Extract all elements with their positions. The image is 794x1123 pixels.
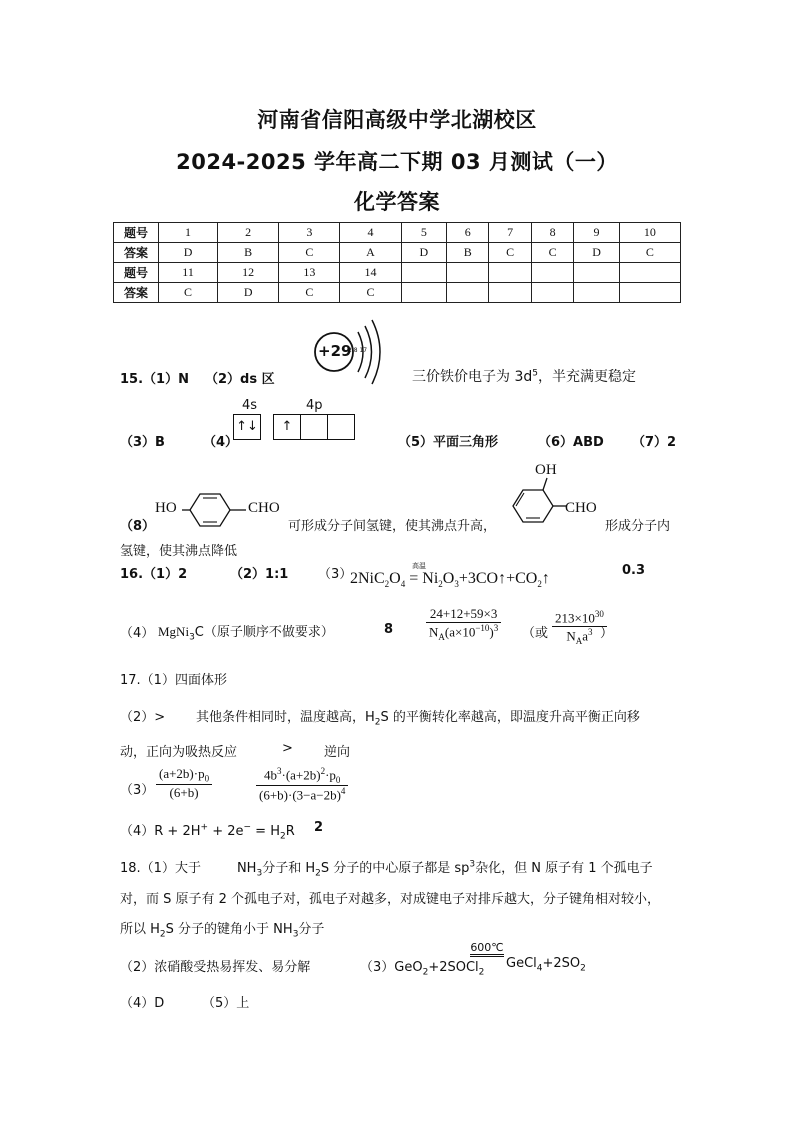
q16-close-paren: ） xyxy=(600,626,614,641)
orbital-4p-box-2 xyxy=(300,414,328,440)
table-cell: D xyxy=(218,283,279,303)
q15-part4: （4） xyxy=(203,435,239,450)
table-cell: C xyxy=(619,243,680,263)
q17-part2-reason: 其他条件相同时，温度越高，$H_2S$ 的平衡转化率越高，即温度升高平衡正向移 xyxy=(196,710,640,728)
q16-formula: MgNi$_3$C（原子顺序不做要求） xyxy=(158,624,334,643)
q15-text-end: 形成分子内 xyxy=(605,519,671,534)
cho-label-para: CHO xyxy=(248,500,280,516)
table-cell: 8 xyxy=(531,223,573,243)
table-cell: B xyxy=(447,243,489,263)
table-cell: 9 xyxy=(574,223,620,243)
table-row xyxy=(114,243,681,263)
row-header: 答案 xyxy=(114,243,159,263)
orbital-4p-box-3 xyxy=(327,414,355,440)
q18-part2: （2）浓硝酸受热易挥发、易分解 xyxy=(120,960,311,975)
atom-nucleus-charge: +29 xyxy=(318,342,352,360)
table-cell xyxy=(489,263,531,283)
q16-number-8: 8 xyxy=(384,622,394,637)
q17-part2-wrap: 动，正向为吸热反应 xyxy=(120,745,238,760)
cho-label-ortho: CHO xyxy=(565,500,597,516)
answer-table xyxy=(113,222,681,303)
table-cell: 12 xyxy=(218,263,279,283)
orbital-4s-box: ↑↓ xyxy=(233,414,261,440)
q17-part4: $(4)R + 2H^+ + 2e^- = H_2R$ xyxy=(120,822,295,842)
table-cell xyxy=(619,263,680,283)
q16-or-text: （或 xyxy=(522,626,549,641)
para-benzene-ring xyxy=(180,488,250,532)
table-cell: 10 xyxy=(619,223,680,243)
table-cell: 14 xyxy=(340,263,401,283)
orbital-4p-label: 4p xyxy=(306,398,323,413)
table-cell: 11 xyxy=(159,263,218,283)
table-cell: C xyxy=(159,283,218,303)
table-cell xyxy=(531,263,573,283)
q16-part1: 16.（1）2 xyxy=(120,567,188,582)
table-cell: 4 xyxy=(340,223,401,243)
kp-fraction: $\frac{4b^3\cdot(a+2b)^2\cdot p_0}{(6+b)\cdot(3-a-2b)^4}$ xyxy=(256,766,348,803)
table-cell xyxy=(401,263,447,283)
q15-part7: （7）2 xyxy=(632,435,677,450)
decomposition-equation: $2NiC_2O_4$ = $Ni_2O_3+3CO↑+CO_2↑$ xyxy=(350,570,550,590)
table-cell: 5 xyxy=(401,223,447,243)
q16-value: 0.3 xyxy=(622,563,646,578)
subject-title: 化学答案 xyxy=(354,190,440,214)
row-header: 答案 xyxy=(114,283,159,303)
q18-part4: （4）D xyxy=(120,996,165,1011)
q17-part3: （3） xyxy=(120,783,155,798)
q15-note: 三价铁价电子为 $3d^5$，半充满更稳定 xyxy=(412,368,636,385)
q17-gt: > xyxy=(282,741,293,756)
q18-part3-products: $GeCl_4+2SO_2$ xyxy=(506,956,586,974)
table-cell xyxy=(531,283,573,303)
q15-part1: 15.（1）N xyxy=(120,372,189,387)
school-title: 河南省信阳高级中学北湖校区 xyxy=(257,108,537,132)
q16-part4: （4） xyxy=(120,626,155,641)
q17-reverse: 逆向 xyxy=(324,745,351,760)
q18-part5: （5）上 xyxy=(202,996,250,1011)
q15-part2: （2）ds 区 xyxy=(205,372,275,387)
row-header: 题号 xyxy=(114,223,159,243)
table-cell: C xyxy=(279,283,340,303)
table-row xyxy=(114,223,681,243)
table-cell: 2 xyxy=(218,223,279,243)
table-cell: D xyxy=(159,243,218,263)
orbital-4p-box-1: ↑ xyxy=(273,414,301,440)
pressure-fraction-1: $\frac{(a+2b)\cdot p_0}{(6+b)}$ xyxy=(156,766,212,801)
ho-label: HO xyxy=(155,500,177,516)
q15-part5: （5）平面三角形 xyxy=(398,435,499,450)
atom-shell-electrons: 2 8 17 xyxy=(348,347,368,354)
oh-label: OH xyxy=(535,462,557,478)
q17-value-2: 2 xyxy=(314,820,324,835)
q15-part6: （6）ABD xyxy=(538,435,604,450)
table-row xyxy=(114,263,681,283)
q18-part1-line2: 对，而 S 原子有 2 个孤电子对，孤电子对越多，对成键电子对排斥越大，分子键角相对较小， xyxy=(120,892,661,907)
table-cell: 3 xyxy=(279,223,340,243)
table-cell: C xyxy=(279,243,340,263)
table-cell: 13 xyxy=(279,263,340,283)
equation-condition: 高温 xyxy=(412,562,426,570)
q18-part3: （3）GeO$_2$+2SOCl$_2$ xyxy=(360,960,485,978)
table-cell: A xyxy=(340,243,401,263)
row-header: 题号 xyxy=(114,263,159,283)
table-cell: B xyxy=(218,243,279,263)
q15-text-wrap: 氢键，使其沸点降低 xyxy=(120,544,238,559)
table-cell xyxy=(447,283,489,303)
table-cell: C xyxy=(489,243,531,263)
q15-part8: （8） xyxy=(120,519,156,534)
q16-part3: （3） xyxy=(318,567,353,582)
table-cell xyxy=(489,283,531,303)
exam-title: 2024-2025 学年高二下期 03 月测试（一） xyxy=(176,150,618,174)
table-cell xyxy=(401,283,447,303)
q18-part1-line3: 所以 $H_2S$ 分子的键角小于 $NH_3$分子 xyxy=(120,922,325,940)
density-fraction-2: $\frac{213\times 10^{30}}{N_Aa^3}$ xyxy=(552,609,607,646)
table-cell: C xyxy=(531,243,573,263)
q17-part2-answer: （2）> xyxy=(120,710,166,725)
reaction-condition: 600℃ xyxy=(470,941,504,957)
table-cell: 6 xyxy=(447,223,489,243)
table-cell xyxy=(447,263,489,283)
table-cell: D xyxy=(574,243,620,263)
q15-text-mid: 可形成分子间氢键，使其沸点升高， xyxy=(288,519,497,534)
table-cell xyxy=(619,283,680,303)
table-cell: 7 xyxy=(489,223,531,243)
density-fraction-1: $\frac{24+12+59\times 3}{N_A(a\times 10^{-10})^3}$ xyxy=(426,606,501,642)
q15-part3: （3）B xyxy=(120,435,165,450)
table-cell: C xyxy=(340,283,401,303)
table-cell xyxy=(574,263,620,283)
q17-part1: 17.（1）四面体形 xyxy=(120,673,227,688)
q16-part2: （2）1:1 xyxy=(230,567,289,582)
table-cell: 1 xyxy=(159,223,218,243)
table-row xyxy=(114,283,681,303)
q18-part1-line1: 18.（1）大于 $NH_3$分子和 $H_2S$ 分子的中心原子都是 $sp^3$杂化，但 N 原子有 1 个孤电子 xyxy=(120,859,653,879)
orbital-4s-label: 4s xyxy=(242,398,258,413)
table-cell xyxy=(574,283,620,303)
table-cell: D xyxy=(401,243,447,263)
